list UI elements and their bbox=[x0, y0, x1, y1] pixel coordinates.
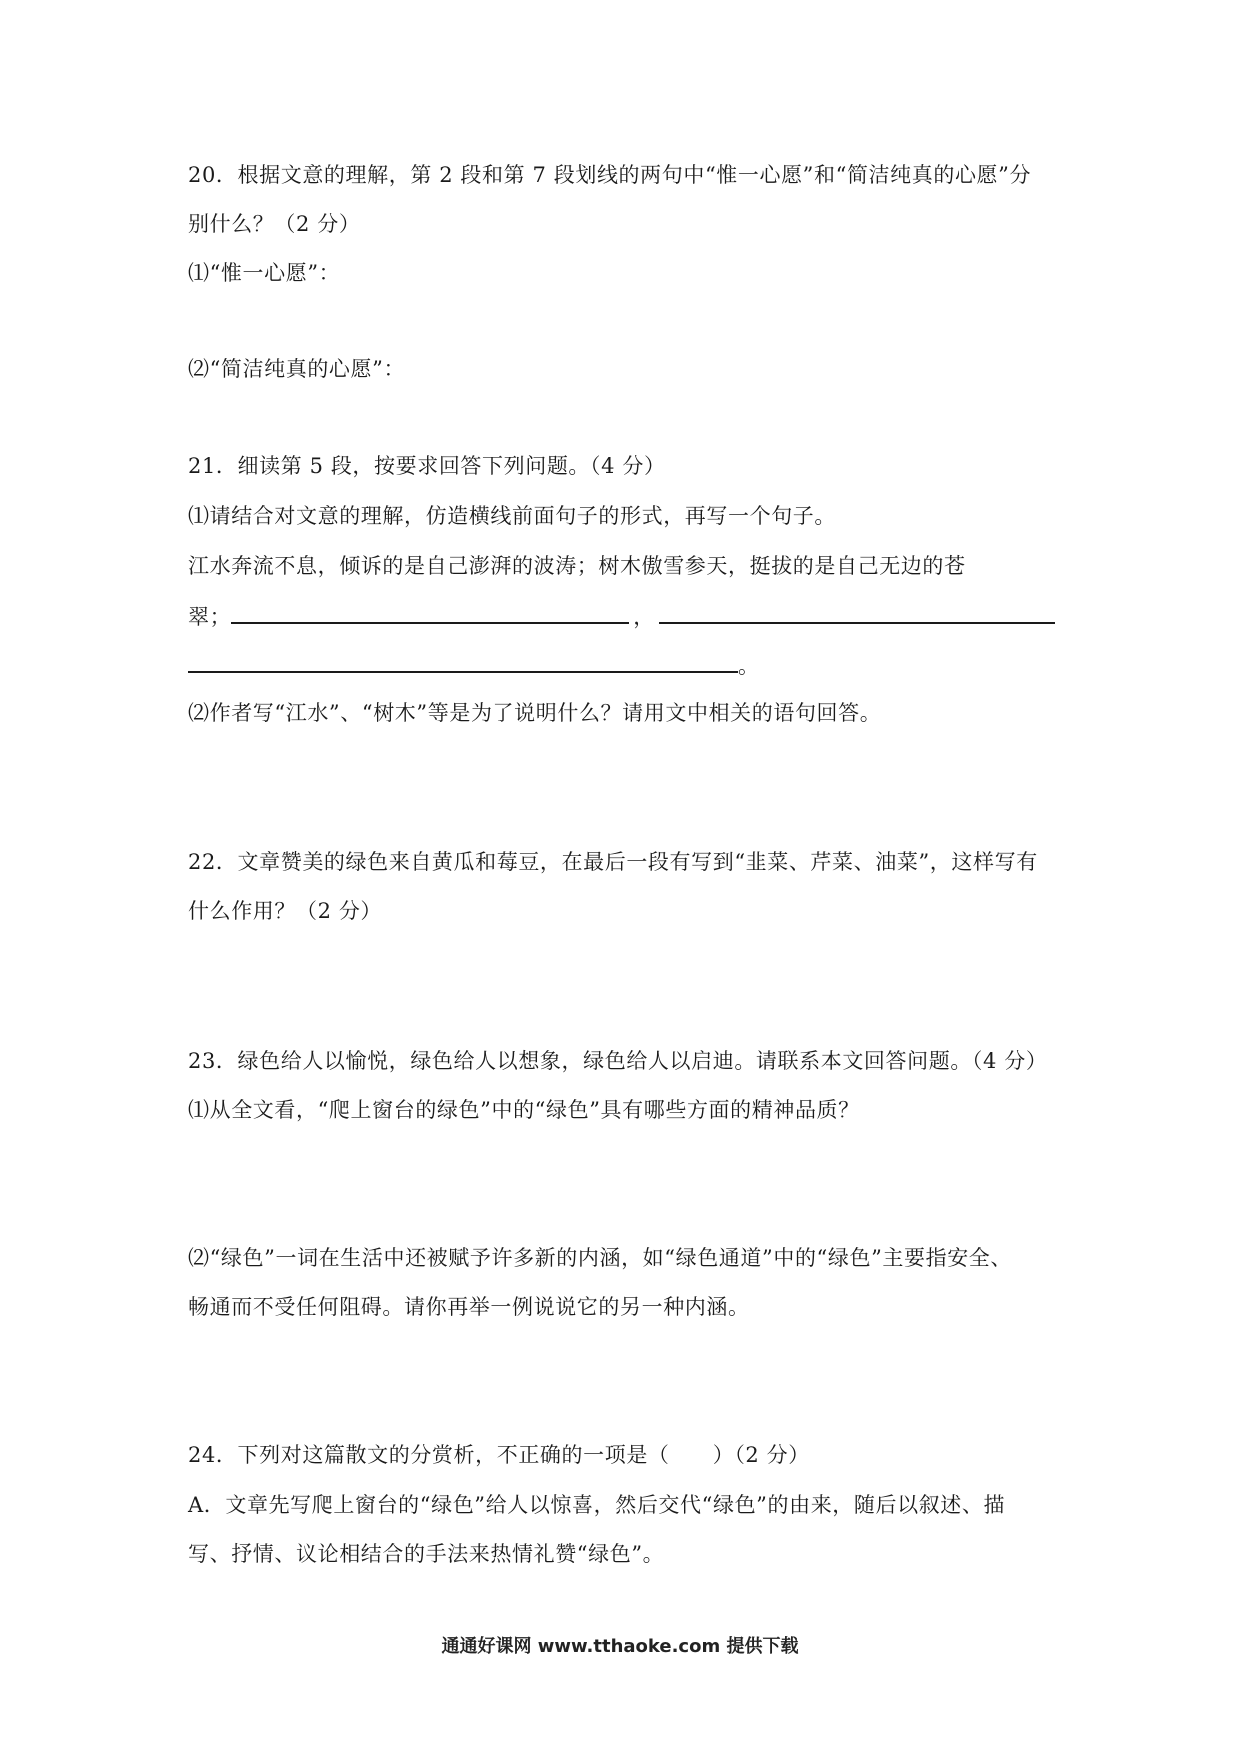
page-footer: 通通好课网 www.tthaoke.com 提供下载 bbox=[441, 1636, 799, 1657]
answer-blank-2[interactable] bbox=[659, 600, 1055, 624]
q22-line2: 什么作用？（2 分） bbox=[188, 899, 383, 923]
q20-line1: 20．根据文意的理解，第 2 段和第 7 段划线的两句中“惟一心愿”和“简洁纯真的心愿”分 bbox=[188, 163, 1032, 187]
q23-title: 23．绿色给人以愉悦，绿色给人以想象，绿色给人以启迪。请联系本文回答问题。（4 分） bbox=[188, 1049, 1048, 1073]
q24-option-a-line2: 写、抒情、议论相结合的手法来热情礼赞“绿色”。 bbox=[188, 1542, 665, 1566]
q21-comma: ， bbox=[633, 605, 655, 629]
q21-title: 21．细读第 5 段，按要求回答下列问题。（4 分） bbox=[188, 454, 666, 478]
q21-period: 。 bbox=[738, 654, 760, 678]
q21-example-line1: 江水奔流不息，倾诉的是自己澎湃的波涛；树木傲雪参天，挺拔的是自己无边的苍 bbox=[188, 554, 966, 578]
q24-option-a-line1: A．文章先写爬上窗台的“绿色”给人以惊喜，然后交代“绿色”的由来，随后以叙述、描 bbox=[188, 1493, 1006, 1517]
q23-sub2-line1: ⑵“绿色”一词在生活中还被赋予许多新的内涵，如“绿色通道”中的“绿色”主要指安全、 bbox=[188, 1246, 1013, 1270]
q24-title: 24．下列对这篇散文的分赏析，不正确的一项是（ ）（2 分） bbox=[188, 1443, 810, 1467]
q23-sub1: ⑴从全文看，“爬上窗台的绿色”中的“绿色”具有哪些方面的精神品质？ bbox=[188, 1098, 860, 1122]
q20-line2: 别什么？（2 分） bbox=[188, 212, 361, 236]
q20-sub1: ⑴“惟一心愿”： bbox=[188, 261, 341, 285]
answer-blank-3[interactable] bbox=[188, 649, 738, 673]
q20-sub2: ⑵“简洁纯真的心愿”： bbox=[188, 357, 406, 381]
q21-example-line2 bbox=[188, 600, 1055, 632]
q23-sub2-line2: 畅通而不受任何阻碍。请你再举一例说说它的另一种内涵。 bbox=[188, 1295, 750, 1319]
q22-line1: 22．文章赞美的绿色来自黄瓜和莓豆，在最后一段有写到“韭菜、芹菜、油菜”，这样写有 bbox=[188, 850, 1038, 874]
q21-example-line3 bbox=[188, 649, 760, 681]
answer-blank-1[interactable] bbox=[231, 600, 629, 624]
q21-sub1: ⑴请结合对文意的理解，仿造横线前面句子的形式，再写一个句子。 bbox=[188, 504, 836, 528]
q21-sub2: ⑵作者写“江水”、“树木”等是为了说明什么？请用文中相关的语句回答。 bbox=[188, 701, 882, 725]
q21-example-line2-start: 翠； bbox=[188, 605, 232, 629]
